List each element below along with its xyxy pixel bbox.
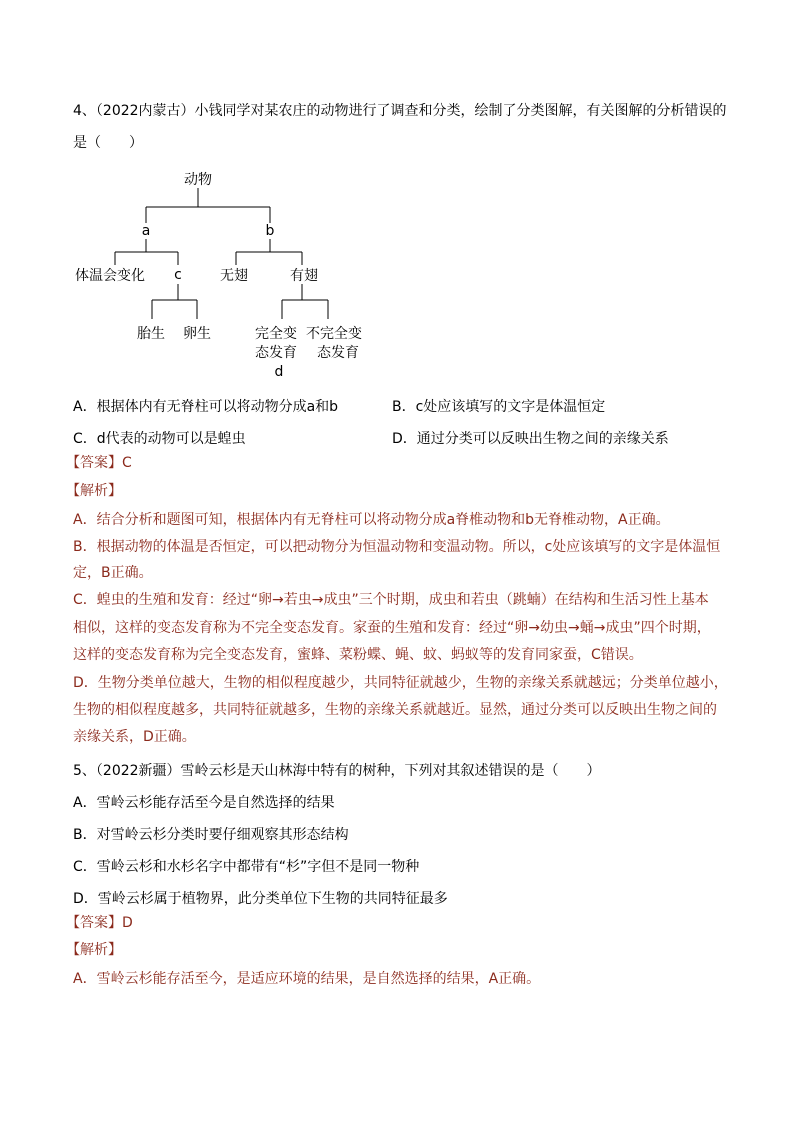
node-wing: 有翅 <box>290 268 318 284</box>
q4-analysis-line: 这样的变态发育称为完全变态发育，蜜蜂、菜粉蝶、蝇、蚊、蚂蚁等的发育同家蚕，C错误。 <box>73 647 643 663</box>
node-incomplete-1: 不完全变 <box>306 326 362 342</box>
q5-analysis-line: A．雪岭云杉能存活至今，是适应环境的结果，是自然选择的结果，A正确。 <box>73 971 541 987</box>
node-complete-1: 完全变 <box>255 326 297 342</box>
q4-analysis-line: A．结合分析和题图可知，根据体内有无脊柱可以将动物分成a脊椎动物和b无脊椎动物，A正确。 <box>73 512 670 528</box>
q4-analysis-line: 相似，这样的变态发育称为不完全变态发育。家蚕的生殖和发育：经过“卵→幼虫→蛹→成虫”四个时期， <box>73 620 711 636</box>
node-d: d <box>274 364 284 380</box>
node-c: c <box>174 267 182 283</box>
q4-option-c: C．d代表的动物可以是蝗虫 <box>73 431 246 447</box>
q4-stem-line2: 是（ ） <box>73 135 143 151</box>
q5-answer: 【答案】D <box>66 915 133 931</box>
node-incomplete-2: 态发育 <box>317 345 359 361</box>
node-root: 动物 <box>184 172 212 188</box>
classification-diagram <box>0 160 794 400</box>
node-no-wing: 无翅 <box>220 268 248 284</box>
node-temp-change: 体温会变化 <box>75 268 145 284</box>
q5-option-a: A．雪岭云杉能存活至今是自然选择的结果 <box>73 795 335 811</box>
node-b: b <box>265 223 275 239</box>
q4-analysis-line: 亲缘关系，D正确。 <box>73 729 196 745</box>
q4-option-d: D．通过分类可以反映出生物之间的亲缘关系 <box>392 431 669 447</box>
q4-answer: 【答案】C <box>66 455 132 471</box>
node-oviparous: 卵生 <box>183 326 211 342</box>
q4-option-b: B．c处应该填写的文字是体温恒定 <box>392 399 606 415</box>
node-a: a <box>141 223 151 239</box>
diagram-lines <box>115 188 328 319</box>
node-complete-2: 态发育 <box>255 345 297 361</box>
q5-analysis-label: 【解析】 <box>66 942 122 958</box>
q4-analysis-line: 定，B正确。 <box>73 565 153 581</box>
q5-option-b: B．对雪岭云杉分类时要仔细观察其形态结构 <box>73 827 349 843</box>
node-viviparous: 胎生 <box>137 326 165 342</box>
q5-stem: 5、（2022新疆）雪岭云杉是天山林海中特有的树种，下列对其叙述错误的是（ ） <box>73 763 601 779</box>
q4-stem-line1: 4、（2022内蒙古）小钱同学对某农庄的动物进行了调查和分类，绘制了分类图解，有关图解的分析错误的 <box>73 103 727 119</box>
q5-option-c: C．雪岭云杉和水杉名字中都带有“杉”字但不是同一物种 <box>73 859 420 875</box>
q4-option-a: A．根据体内有无脊柱可以将动物分成a和b <box>73 399 339 415</box>
q4-analysis-line: C．蝗虫的生殖和发育：经过“卵→若虫→成虫”三个时期，成虫和若虫（跳蝻）在结构和生活习性上基本 <box>73 592 709 608</box>
q4-analysis-line: D．生物分类单位越大，生物的相似程度越少，共同特征就越少，生物的亲缘关系就越远；分类单位越小， <box>73 675 728 691</box>
q4-analysis-line: B．根据动物的体温是否恒定，可以把动物分为恒温动物和变温动物。所以，c处应该填写的文字是体温恒 <box>73 539 721 555</box>
q4-analysis-label: 【解析】 <box>66 483 122 499</box>
q5-option-d: D．雪岭云杉属于植物界，此分类单位下生物的共同特征最多 <box>73 891 448 907</box>
q4-analysis-line: 生物的相似程度越多，共同特征就越多，生物的亲缘关系就越近。显然，通过分类可以反映出生物之间的 <box>73 702 717 718</box>
